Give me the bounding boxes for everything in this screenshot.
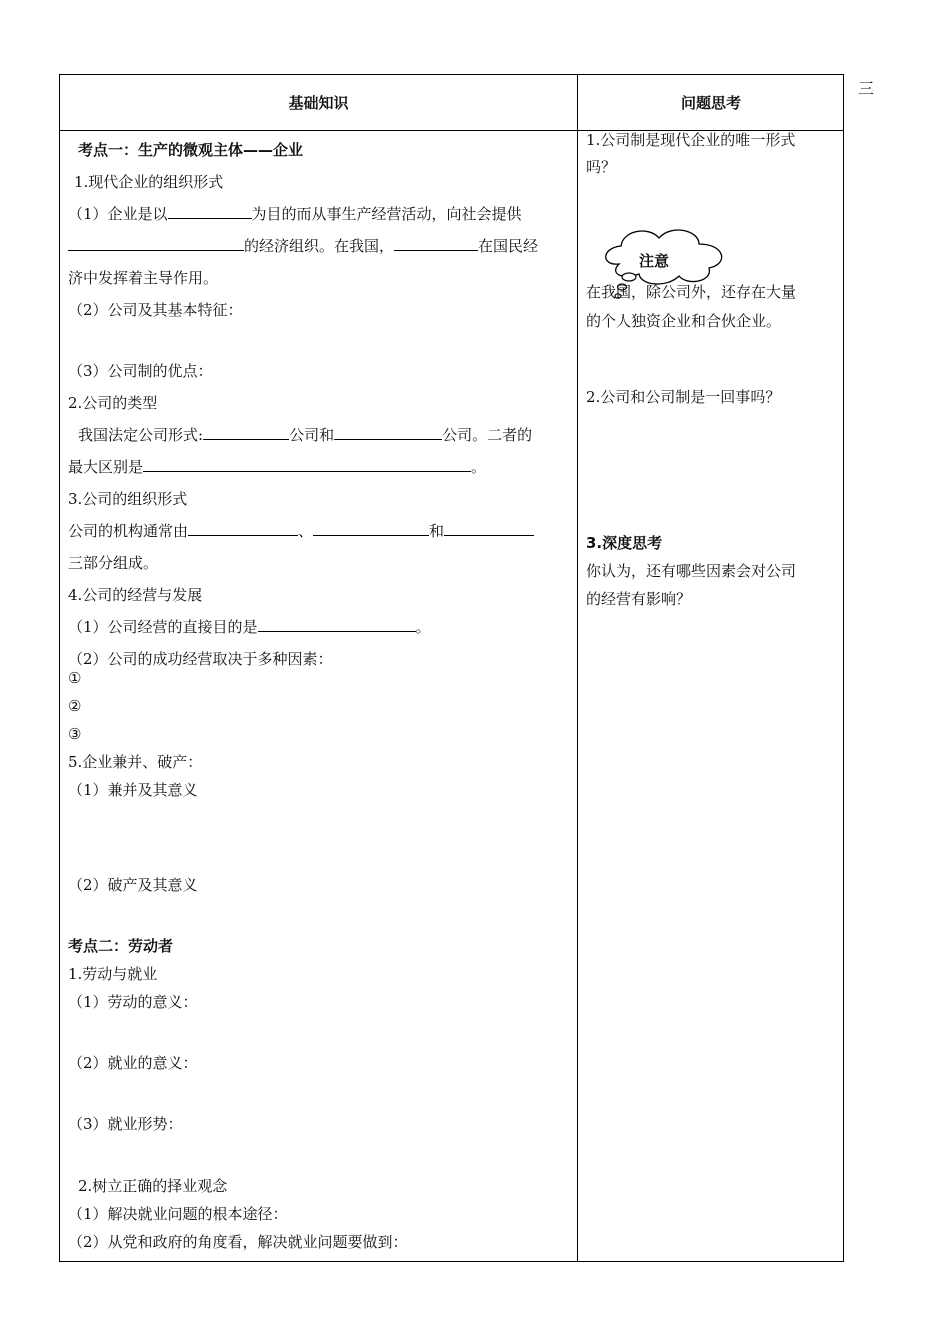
subitem-employment-meaning: （2）就业的意义： (68, 1054, 198, 1072)
side-mark: 三 (858, 79, 875, 98)
fill-line-4 (68, 457, 486, 477)
subitem-company-advantages: （3）公司制的优点： (68, 362, 213, 380)
text-segment: 在国民经 (478, 237, 539, 255)
text-segment: 、 (298, 522, 314, 540)
subitem-merger: （1）兼并及其意义 (68, 781, 198, 799)
subitem-success-factors: （2）公司的成功经营取决于多种因素： (68, 650, 333, 668)
circled-item-2: ② (68, 697, 82, 715)
text-segment: 最大区别是 (68, 458, 144, 476)
fill-line-1 (68, 204, 522, 224)
fill-line-2 (68, 236, 538, 256)
item-4-heading: 4.公司的经营与发展 (68, 586, 203, 604)
header-basic-knowledge: 基础知识 (288, 94, 349, 112)
blank-field[interactable] (203, 425, 289, 440)
subitem-bankruptcy: （2）破产及其意义 (68, 876, 198, 894)
question-1-line-1: 1.公司制是现代企业的唯一形式 (586, 131, 796, 149)
text-segment: 。 (415, 618, 431, 636)
text-segment: 为目的而从事生产经营活动，向社会提供 (251, 205, 522, 223)
item-1-heading: 1.现代企业的组织形式 (74, 173, 224, 191)
item-2-heading: 2.公司的类型 (68, 394, 158, 412)
blank-field[interactable] (313, 521, 429, 536)
blank-field[interactable] (394, 236, 478, 251)
section-2-title: 考点二：劳动者 (68, 937, 174, 955)
subitem-company-features: （2）公司及其基本特征： (68, 301, 243, 319)
text-segment: 的经济组织。在我国， (244, 237, 395, 255)
subitem-government-role: （2）从党和政府的角度看，解决就业问题要做到： (68, 1233, 408, 1251)
text-line: 济中发挥着主导作用。 (68, 269, 219, 287)
question-1-line-2: 吗？ (586, 158, 617, 176)
subitem-employment-situation: （3）就业形势： (68, 1115, 183, 1133)
note-label: 注意 (639, 252, 670, 270)
subitem-fundamental-way: （1）解决就业问题的根本途径： (68, 1205, 288, 1223)
blank-field[interactable] (444, 521, 534, 536)
question-3-line-2: 的经营有影响？ (586, 590, 692, 608)
text-segment: （1）企业是以 (68, 205, 168, 223)
question-2: 2.公司和公司制是一回事吗？ (586, 388, 781, 406)
text-segment: 和 (429, 522, 445, 540)
header-question-thinking: 问题思考 (680, 94, 741, 112)
subitem-labor-meaning: （1）劳动的意义： (68, 993, 198, 1011)
item-5-heading: 5.企业兼并、破产： (68, 753, 203, 771)
text-line: 三部分组成。 (68, 554, 159, 572)
question-3-title: 3.深度思考 (586, 534, 663, 552)
item-labor-employment: 1.劳动与就业 (68, 965, 158, 983)
fill-line-5 (68, 521, 534, 541)
text-segment: 公司。二者的 (442, 426, 533, 444)
blank-field[interactable] (334, 425, 442, 440)
item-3-heading: 3.公司的组织形式 (68, 490, 188, 508)
blank-field[interactable] (258, 617, 416, 632)
section-1-title: 考点一：生产的微观主体——企业 (78, 141, 304, 159)
text-segment: 。 (471, 458, 487, 476)
text-segment: 公司的机构通常由 (68, 522, 189, 540)
blank-field[interactable] (68, 236, 244, 251)
text-segment: （1）公司经营的直接目的是 (68, 618, 258, 636)
blank-field[interactable] (143, 457, 471, 472)
note-line-2: 的个人独资企业和合伙企业。 (586, 312, 782, 330)
blank-field[interactable] (168, 204, 252, 219)
fill-line-6 (68, 617, 431, 637)
note-line-1: 在我国，除公司外，还存在大量 (586, 283, 797, 301)
circled-item-3: ③ (68, 725, 82, 743)
blank-field[interactable] (188, 521, 298, 536)
item-career-outlook: 2.树立正确的择业观念 (78, 1177, 228, 1195)
circled-item-1: ① (68, 669, 82, 687)
text-segment: 公司和 (289, 426, 335, 444)
text-segment: 我国法定公司形式: (78, 426, 204, 444)
fill-line-3 (78, 425, 532, 445)
question-3-line-1: 你认为，还有哪些因素会对公司 (586, 562, 797, 580)
